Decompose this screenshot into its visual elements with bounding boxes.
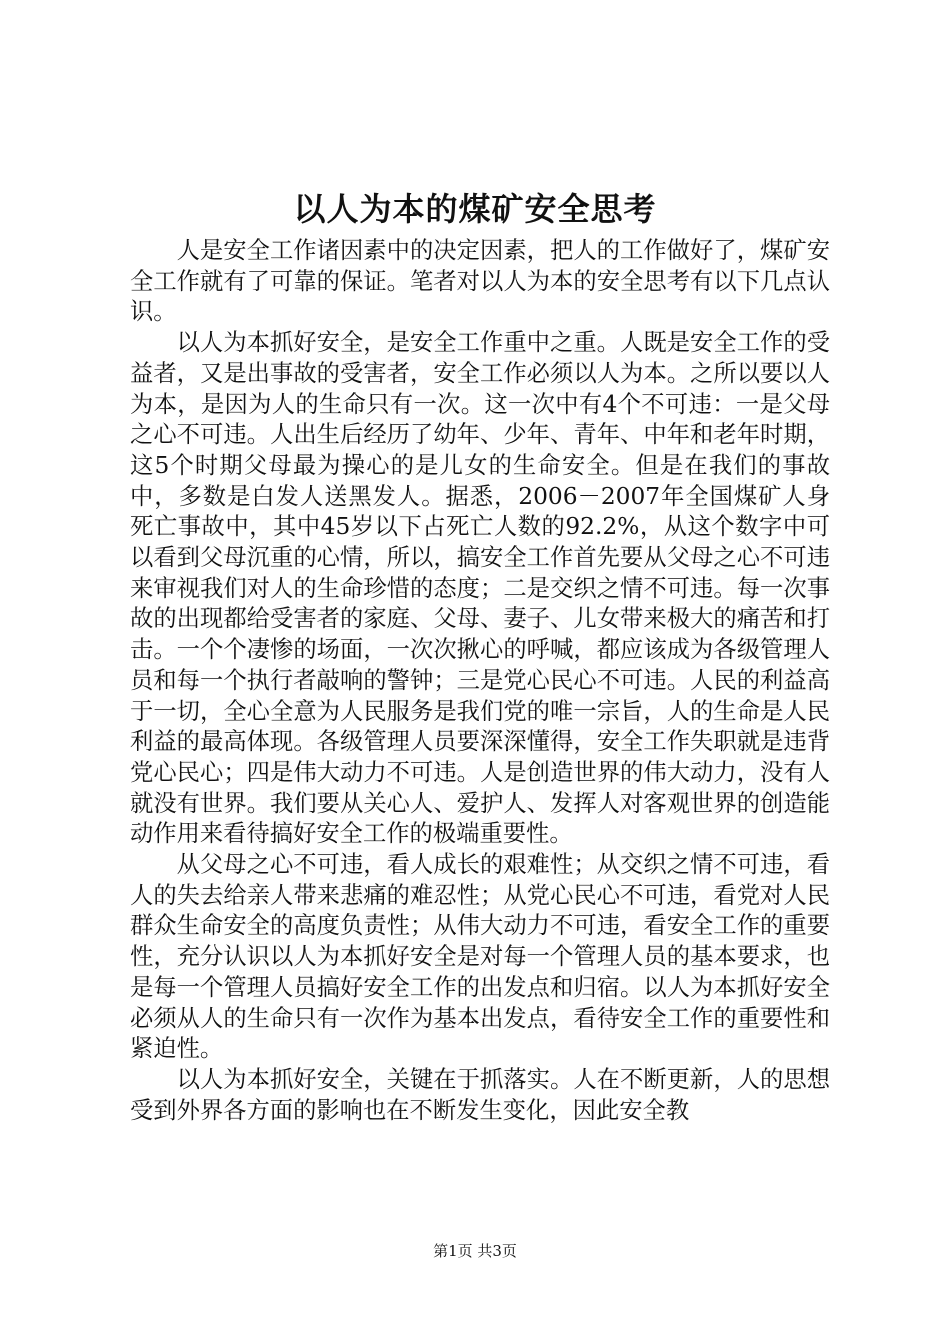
paragraph: 从父母之心不可违，看人成长的艰难性；从交织之情不可违，看人的失去给亲人带来悲痛的难忍性；从党心民心不可违，看党对人民群众生命安全的高度负责性；从伟大动力不可违，看安全工作的重要性，充分认识以人为本抓好安全是对每一个管理人员的基本要求，也是每一个管理人员搞好安全工作的出发点和归宿。以人为本抓好安全必须从人的生命只有一次作为基本出发点，看待安全工作的重要性和紧迫性。 (130, 851, 830, 1063)
paragraph: 以人为本抓好安全，关键在于抓落实。人在不断更新，人的思想受到外界各方面的影响也在不断发生变化，因此安全教 (130, 1065, 830, 1124)
document-body (130, 236, 830, 1126)
paragraph: 以人为本抓好安全，是安全工作重中之重。人既是安全工作的受益者，又是出事故的受害者，安全工作必须以人为本。之所以要以人为本，是因为人的生命只有一次。这一次中有4个不可违：一是父母之心不可违。人出生后经历了幼年、少年、青年、中年和老年时期，这5个时期父母最为操心的是儿女的生命安全。但是在我们的事故中，多数是白发人送黑发人。据悉，2006－2007年全国煤矿人身死亡事故中，其中45岁以下占死亡人数的92.2%，从这个数字中可以看到父母沉重的心情，所以，搞安全工作首先要从父母之心不可违来审视我们对人的生命珍惜的态度；二是交织之情不可违。每一次事故的出现都给受害者的家庭、父母、妻子、儿女带来极大的痛苦和打击。一个个凄惨的场面，一次次揪心的呼喊，都应该成为各级管理人员和每一个执行者敲响的警钟；三是党心民心不可违。人民的利益高于一切，全心全意为人民服务是我们党的唯一宗旨，人的生命是人民利益的最高体现。各级管理人员要深深懂得，安全工作失职就是违背党心民心；四是伟大动力不可违。人是创造世界的伟大动力，没有人就没有世界。我们要从关心人、爱护人、发挥人对客观世界的创造能动作用来看待搞好安全工作的极端重要性。 (130, 329, 830, 848)
paragraph: 人是安全工作诸因素中的决定因素，把人的工作做好了，煤矿安全工作就有了可靠的保证。笔者对以人为本的安全思考有以下几点认识。 (130, 237, 830, 326)
document-title: 以人为本的煤矿安全思考 (293, 190, 657, 228)
page-footer: 第1页 共3页 (433, 1242, 517, 1260)
